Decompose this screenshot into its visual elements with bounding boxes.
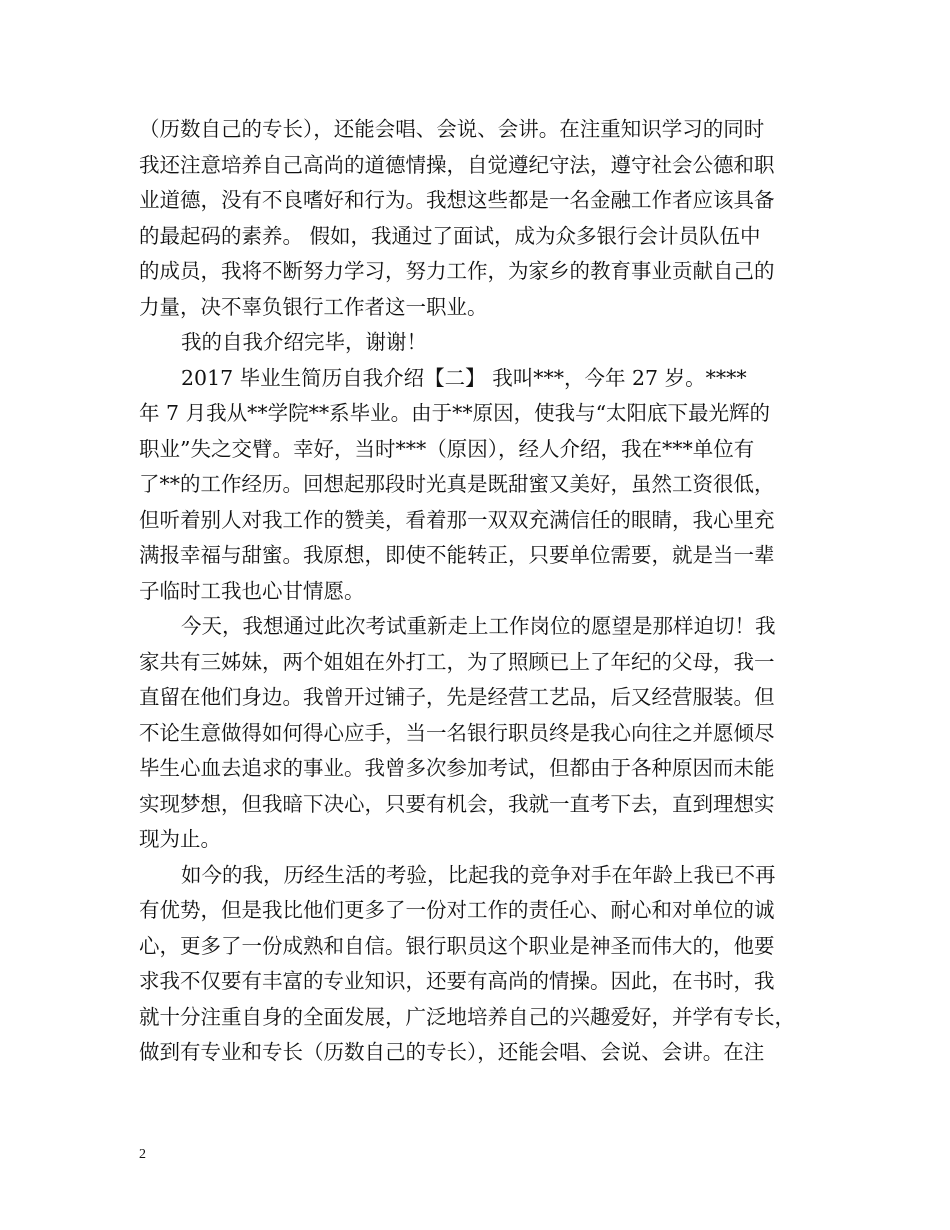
text-line: 做到有专业和专长（历数自己的专长），还能会唱、会说、会讲。在注: [139, 1040, 765, 1064]
text-line: 职业”失之交臂。幸好，当时***（原因），经人介绍，我在***单位有: [139, 436, 755, 461]
text-line: 的最起码的素养。 假如，我通过了面试，成为众多银行会计员队伍中: [139, 223, 761, 248]
text-line: 毕生心血去追求的事业。我曾多次参加考试，但都由于各种原因而未能: [139, 756, 775, 780]
text-line: 求我不仅要有丰富的专业知识，还要有高尚的情操。因此，在书时，我: [139, 969, 775, 993]
page-number: 2: [139, 1147, 146, 1162]
text-line: 实现梦想，但我暗下决心，只要有机会，我就一直考下去，直到理想实: [139, 791, 775, 816]
text-line: 心，更多了一份成熟和自信。银行职员这个职业是神圣而伟大的，他要: [139, 933, 775, 958]
text-line: 不论生意做得如何得心应手，当一名银行职员终是我心向往之并愿倾尽: [139, 720, 775, 745]
text-line: 2017 毕业生简历自我介绍【二】 我叫***，今年 27 岁。****: [181, 365, 747, 390]
text-line: 满报幸福与甜蜜。我原想，即使不能转正，只要单位需要，就是当一辈: [139, 543, 775, 567]
text-line: 家共有三姊妹，两个姐姐在外打工，为了照顾已上了年纪的父母，我一: [139, 649, 775, 674]
text-line: 如今的我，历经生活的考验，比起我的竞争对手在年龄上我已不再: [181, 862, 776, 887]
text-line: 年 7 月我从**学院**系毕业。由于**原因，使我与“太阳底下最光辉的: [139, 401, 771, 425]
text-line: 就十分注重自身的全面发展，广泛地培养自己的兴趣爱好，并学有专长，: [139, 1004, 795, 1029]
text-line: 我的自我介绍完毕，谢谢！: [181, 330, 427, 354]
text-line: 现为止。: [139, 827, 221, 851]
text-line: 业道德，没有不良嗜好和行为。我想这些都是一名金融工作者应该具备: [139, 188, 775, 212]
text-line: 的成员，我将不断努力学习，努力工作，为家乡的教育事业贡献自己的: [139, 259, 775, 283]
text-line: 了**的工作经历。回想起那段时光真是既甜蜜又美好，虽然工资很低，: [139, 472, 775, 496]
text-line: 直留在他们身边。我曾开过铺子，先是经营工艺品，后又经营服装。但: [139, 685, 775, 709]
text-line: 但听着别人对我工作的赞美，看着那一双双充满信任的眼睛，我心里充: [139, 507, 775, 532]
text-line: 子临时工我也心甘情愿。: [139, 578, 365, 603]
text-line: 力量，决不辜负银行工作者这一职业。: [139, 294, 488, 319]
text-line: （历数自己的专长），还能会唱、会说、会讲。在注重知识学习的同时: [139, 117, 765, 141]
text-line: 今天，我想通过此次考试重新走上工作岗位的愿望是那样迫切！我: [181, 614, 776, 638]
text-line: 我还注意培养自己高尚的道德情操，自觉遵纪守法，遵守社会公德和职: [139, 152, 775, 177]
document-body: [139, 112, 819, 1071]
text-line: 有优势，但是我比他们更多了一份对工作的责任心、耐心和对单位的诚: [139, 898, 775, 922]
